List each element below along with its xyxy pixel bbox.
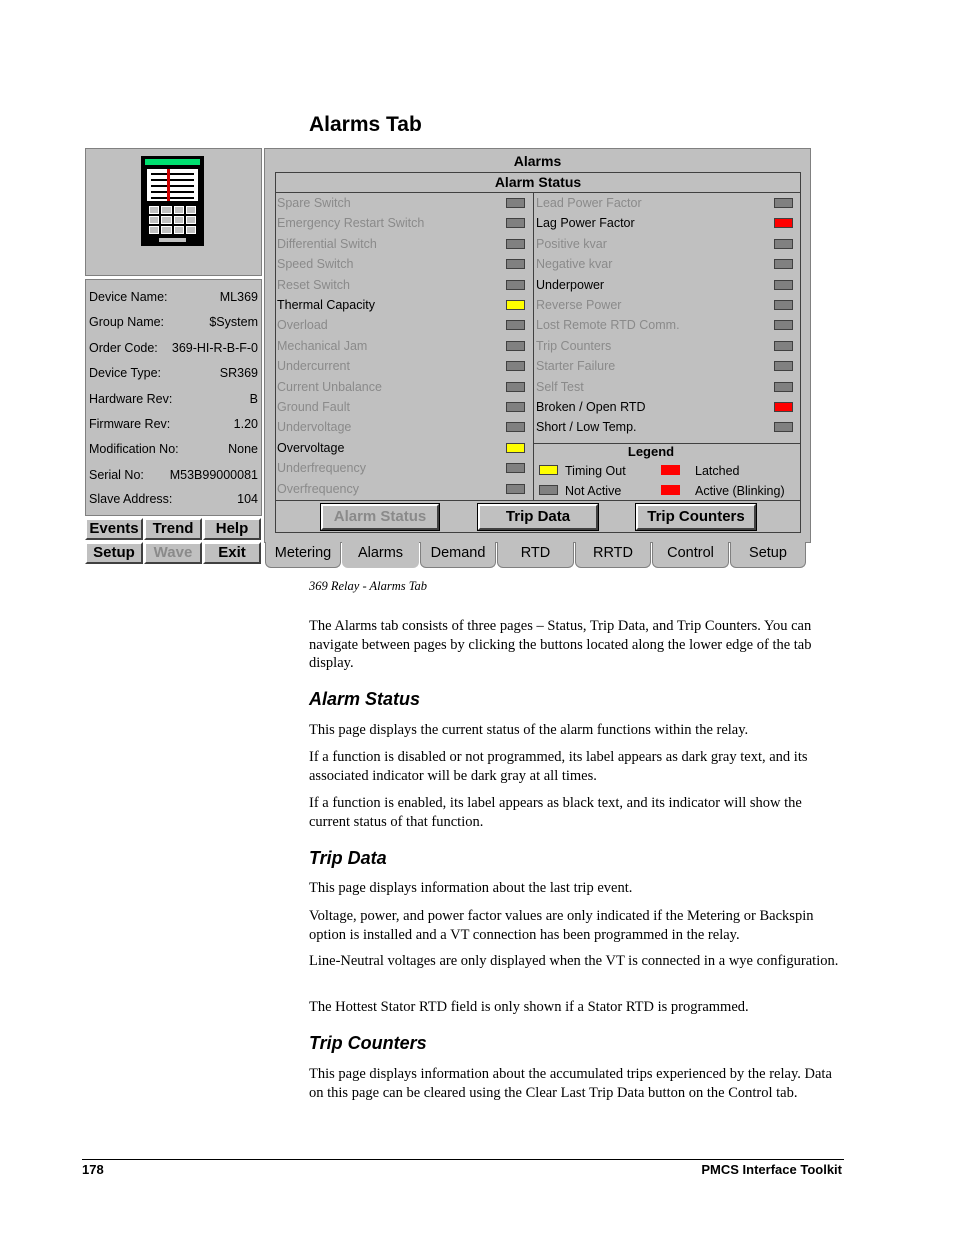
- alarm-label: Mechanical Jam: [277, 338, 368, 353]
- alarm-label: Negative kvar: [536, 257, 613, 272]
- device-field-value: 104: [237, 492, 258, 506]
- alarm-indicator: [506, 259, 525, 269]
- device-field: [89, 492, 258, 510]
- tab-rrtd[interactable]: RRTD: [575, 542, 651, 568]
- alarm-status-box: [275, 172, 801, 533]
- device-field-label: Device Type:: [89, 366, 162, 380]
- tab-control[interactable]: Control: [652, 542, 729, 568]
- alarm-label: Overfrequency: [277, 481, 359, 496]
- alarm-label: Lag Power Factor: [536, 216, 635, 231]
- tab-demand[interactable]: Demand: [420, 542, 496, 568]
- alarm-label: Short / Low Temp.: [536, 420, 637, 435]
- figure-caption: 369 Relay - Alarms Tab: [309, 579, 428, 593]
- alarm-indicator: [506, 463, 525, 473]
- device-field-label: Serial No:: [89, 468, 144, 482]
- device-field-label: Slave Address:: [89, 492, 173, 506]
- alarm-indicator: [774, 422, 793, 432]
- alarm-indicator: [506, 198, 525, 208]
- alarm-indicator: [774, 218, 793, 228]
- device-field-value: SR369: [219, 366, 258, 380]
- alarm-label: Emergency Restart Switch: [277, 216, 425, 231]
- alarm-indicator: [774, 280, 793, 290]
- events-button[interactable]: Events: [85, 518, 143, 540]
- section-title-trip-counters: Trip Counters: [309, 1033, 427, 1053]
- device-field-value: 369-HI-R-B-F-0: [171, 341, 258, 355]
- alarm-indicator: [774, 341, 793, 351]
- alarm-indicator: [506, 422, 525, 432]
- alarm-label: Differential Switch: [277, 236, 377, 251]
- page-heading: Alarms Tab: [309, 113, 422, 136]
- active-indicator: [661, 485, 680, 495]
- legend-active: Active (Blinking): [695, 484, 785, 498]
- paragraph: If a function is disabled or not programmed, its label appears as dark gray text, and its associated indicator will be dark gray at all times.: [309, 749, 808, 784]
- footer-rule: [82, 1159, 844, 1160]
- device-field-label: Firmware Rev:: [89, 417, 171, 431]
- device-field-value: None: [228, 442, 258, 456]
- alarm-label: Spare Switch: [277, 196, 351, 210]
- wave-button[interactable]: Wave: [144, 542, 202, 564]
- device-field: [89, 417, 258, 435]
- device-field-value: ML369: [219, 290, 258, 304]
- alarm-label: Undercurrent: [277, 359, 350, 374]
- help-button[interactable]: Help: [203, 518, 261, 540]
- alarm-label: Reset Switch: [277, 277, 350, 292]
- alarm-status-button[interactable]: Alarm Status: [321, 504, 439, 530]
- alarm-indicator: [506, 280, 525, 290]
- device-field: [89, 341, 258, 359]
- alarm-indicator: [506, 443, 525, 453]
- alarm-label: Reverse Power: [536, 298, 622, 312]
- intro-paragraph: The Alarms tab consists of three pages – Status, Trip Data, and Trip Counters. You can navigate between pages by clicking the buttons located along the lower edge of the tab display.: [309, 618, 812, 671]
- legend-not-active: Not Active: [565, 484, 622, 498]
- alarm-label: Lead Power Factor: [536, 196, 642, 210]
- alarm-indicator: [774, 402, 793, 412]
- device-field: [89, 366, 258, 384]
- paragraph: The Hottest Stator RTD field is only shown if a Stator RTD is programmed.: [309, 999, 749, 1015]
- device-field-label: Hardware Rev:: [89, 392, 173, 406]
- device-field-value: 1.20: [233, 417, 258, 431]
- legend-timing-out: Timing Out: [565, 464, 626, 478]
- device-field: [89, 442, 258, 460]
- device-field: [89, 290, 258, 308]
- alarm-indicator: [506, 300, 525, 310]
- tab-rtd[interactable]: RTD: [497, 542, 574, 568]
- paragraph: If a function is enabled, its label appears as black text, and its indicator will show the current status of that function.: [309, 795, 802, 830]
- alarm-indicator: [774, 239, 793, 249]
- device-field: [89, 468, 258, 486]
- device-image-panel: [85, 148, 262, 276]
- alarm-indicator: [506, 239, 525, 249]
- alarm-label: Trip Counters: [536, 338, 612, 353]
- alarm-indicator: [774, 320, 793, 330]
- alarm-label: Undervoltage: [277, 420, 352, 435]
- footer-title: PMCS Interface Toolkit: [701, 1162, 842, 1177]
- paragraph: This page displays information about the accumulated trips experienced by the relay. Data on this page can be cleared using the Clear Last Trip Data button on the Control tab.: [309, 1066, 832, 1101]
- tab-metering[interactable]: Metering: [265, 542, 341, 568]
- device-field-value: B: [249, 392, 258, 406]
- relay-device-icon: [141, 156, 204, 246]
- alarm-label: Lost Remote RTD Comm.: [536, 318, 680, 333]
- trip-data-button[interactable]: Trip Data: [478, 504, 598, 530]
- alarm-label: Positive kvar: [536, 236, 607, 251]
- tab-bar: [265, 542, 806, 569]
- relay-ui-screenshot: [85, 148, 811, 569]
- tab-alarms[interactable]: Alarms: [342, 542, 419, 568]
- alarm-status-title: Alarm Status: [276, 173, 800, 193]
- alarm-label: Thermal Capacity: [277, 298, 375, 312]
- latched-indicator: [661, 465, 680, 475]
- page-number: 178: [82, 1162, 104, 1177]
- alarm-label: Overvoltage: [277, 440, 345, 455]
- device-field: [89, 392, 258, 410]
- device-field-label: Modification No:: [89, 442, 179, 456]
- alarm-indicator: [506, 484, 525, 494]
- legend: [533, 443, 800, 501]
- alarm-label: Underfrequency: [277, 461, 366, 476]
- device-field-label: Device Name:: [89, 290, 168, 304]
- alarm-indicator: [774, 361, 793, 371]
- timing-out-indicator: [539, 465, 558, 475]
- setup-button[interactable]: Setup: [85, 542, 143, 564]
- legend-title: Legend: [627, 444, 675, 459]
- alarm-indicator: [774, 198, 793, 208]
- alarm-label: Current Unbalance: [277, 379, 382, 394]
- alarm-label: Starter Failure: [536, 359, 616, 374]
- alarm-label: Speed Switch: [277, 257, 354, 272]
- device-field-value: $System: [209, 315, 258, 329]
- not-active-indicator: [539, 485, 558, 495]
- paragraph: Voltage, power, and power factor values are only indicated if the Metering or Backspin option is installed and a VT connection has been programmed in the relay.: [309, 908, 814, 943]
- paragraph: This page displays information about the last trip event.: [309, 880, 633, 896]
- section-title-trip-data: Trip Data: [309, 848, 387, 868]
- tab-setup[interactable]: Setup: [730, 542, 806, 568]
- alarm-label: Self Test: [536, 379, 584, 394]
- alarm-indicator: [506, 341, 525, 351]
- alarm-indicator: [506, 402, 525, 412]
- paragraph: This page displays the current status of the alarm functions within the relay.: [309, 722, 749, 738]
- alarm-indicator: [506, 320, 525, 330]
- device-field: [89, 315, 258, 333]
- alarm-indicator: [774, 382, 793, 392]
- trend-button[interactable]: Trend: [144, 518, 202, 540]
- device-field-label: Group Name:: [89, 315, 165, 329]
- alarm-label: Underpower: [536, 277, 605, 292]
- panel-title: Alarms: [513, 153, 562, 169]
- alarm-indicator: [774, 259, 793, 269]
- alarm-label: Broken / Open RTD: [536, 400, 646, 414]
- device-info-panel: [85, 279, 262, 516]
- alarm-indicator: [506, 361, 525, 371]
- legend-latched: Latched: [695, 464, 740, 478]
- trip-counters-button[interactable]: Trip Counters: [636, 504, 756, 530]
- section-title-alarm-status: Alarm Status: [309, 689, 421, 709]
- device-field-value: M53B99000081: [169, 468, 258, 482]
- alarm-indicator: [506, 218, 525, 228]
- alarm-indicator: [506, 382, 525, 392]
- alarms-panel: [264, 148, 811, 543]
- paragraph: Line-Neutral voltages are only displayed when the VT is connected in a wye configuration.: [309, 953, 839, 969]
- exit-button[interactable]: Exit: [203, 542, 261, 564]
- device-nav-buttons: [85, 518, 262, 566]
- alarm-label: Ground Fault: [277, 400, 350, 414]
- alarm-indicator: [774, 300, 793, 310]
- device-field-label: Order Code:: [89, 341, 158, 355]
- alarm-label: Overload: [277, 318, 328, 333]
